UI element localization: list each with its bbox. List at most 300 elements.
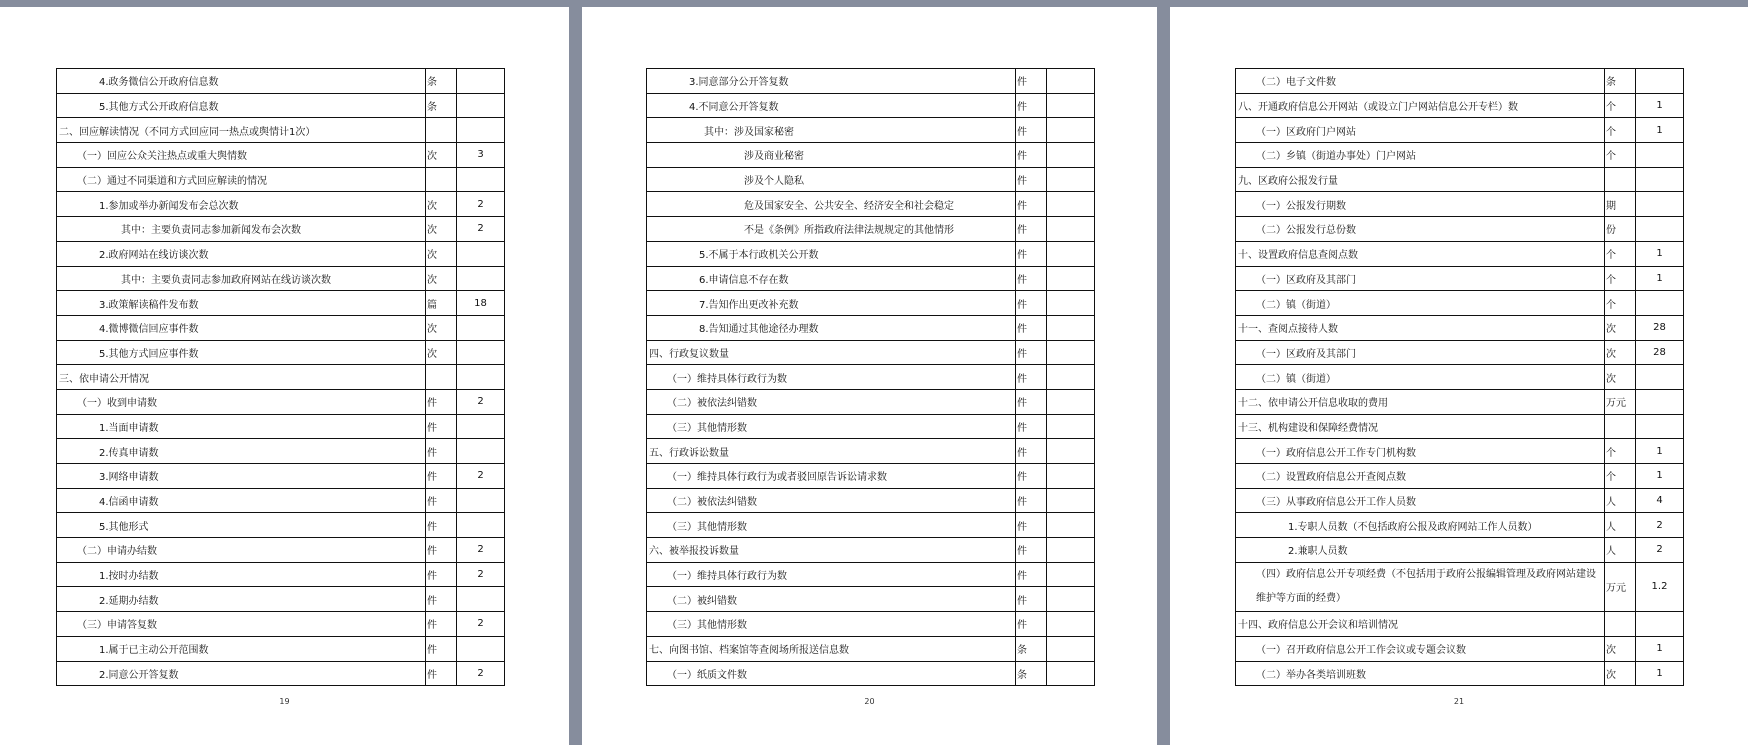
- value-cell: [1046, 538, 1095, 562]
- unit-cell: [425, 118, 456, 142]
- item-label: 涉及商业秘密: [646, 143, 1015, 167]
- value-cell: 2: [456, 563, 505, 587]
- value-cell: 2: [456, 464, 505, 488]
- unit-cell: [425, 168, 456, 192]
- value-cell: 2: [456, 217, 505, 241]
- table-row: [56, 143, 505, 168]
- unit-cell: 件: [1015, 316, 1046, 340]
- item-label: （四）政府信息公开专项经费（不包括用于政府公报编辑管理及政府网站建设维护等方面的经费）: [1235, 563, 1604, 611]
- unit-cell: 件: [425, 662, 456, 686]
- table-row: [56, 439, 505, 464]
- item-label: （二）被纠错数: [646, 587, 1015, 611]
- item-label: （三）从事政府信息公开工作人员数: [1235, 489, 1604, 513]
- table-row: [1235, 612, 1684, 637]
- item-label: 四、行政复议数量: [646, 341, 1015, 365]
- value-cell: [1046, 563, 1095, 587]
- table-row: [1235, 316, 1684, 341]
- value-cell: [1046, 291, 1095, 315]
- table-row: [56, 316, 505, 341]
- value-cell: [456, 489, 505, 513]
- value-cell: [1635, 69, 1684, 93]
- table-row: [646, 390, 1095, 415]
- item-label: 十一、查阅点接待人数: [1235, 316, 1604, 340]
- unit-cell: 次: [1604, 316, 1635, 340]
- table-row: [646, 612, 1095, 637]
- unit-cell: 件: [425, 637, 456, 661]
- item-label: 七、向图书馆、档案馆等查阅场所报送信息数: [646, 637, 1015, 661]
- table-row: [56, 513, 505, 538]
- item-label: 八、开通政府信息公开网站（或设立门户网站信息公开专栏）数: [1235, 94, 1604, 118]
- table-row: [56, 267, 505, 292]
- item-label: 3.网络申请数: [56, 464, 425, 488]
- value-cell: [456, 513, 505, 537]
- value-cell: [1046, 365, 1095, 389]
- value-cell: 4: [1635, 489, 1684, 513]
- item-label: 4.政务微信公开政府信息数: [56, 69, 425, 93]
- unit-cell: 件: [425, 563, 456, 587]
- item-label: （一）政府信息公开工作专门机构数: [1235, 439, 1604, 463]
- item-label: （一）区政府及其部门: [1235, 267, 1604, 291]
- item-label: （一）维持具体行政行为数: [646, 563, 1015, 587]
- table-row: [646, 662, 1095, 687]
- value-cell: [1635, 415, 1684, 439]
- table-row: [56, 365, 505, 390]
- unit-cell: 个: [1604, 464, 1635, 488]
- item-label: 1.属于已主动公开范围数: [56, 637, 425, 661]
- unit-cell: 个: [1604, 242, 1635, 266]
- item-label: 十四、政府信息公开会议和培训情况: [1235, 612, 1604, 636]
- unit-cell: 次: [425, 341, 456, 365]
- unit-cell: 件: [1015, 513, 1046, 537]
- unit-cell: 个: [1604, 267, 1635, 291]
- table-row: [1235, 192, 1684, 217]
- value-cell: [456, 587, 505, 611]
- value-cell: 1.2: [1635, 563, 1684, 611]
- unit-cell: 件: [1015, 365, 1046, 389]
- item-label: （三）申请答复数: [56, 612, 425, 636]
- value-cell: 1: [1635, 94, 1684, 118]
- unit-cell: 万元: [1604, 390, 1635, 414]
- value-cell: [1046, 637, 1095, 661]
- unit-cell: 件: [425, 538, 456, 562]
- unit-cell: [1604, 168, 1635, 192]
- table-row: [1235, 489, 1684, 514]
- item-label: 8.告知通过其他途径办理数: [646, 316, 1015, 340]
- table-row: [1235, 118, 1684, 143]
- item-label: （二）镇（街道）: [1235, 365, 1604, 389]
- page-21: [1170, 7, 1748, 745]
- value-cell: [1046, 513, 1095, 537]
- item-label: 2.延期办结数: [56, 587, 425, 611]
- table-row: [1235, 439, 1684, 464]
- unit-cell: 次: [1604, 662, 1635, 686]
- unit-cell: 篇: [425, 291, 456, 315]
- item-label: 4.信函申请数: [56, 489, 425, 513]
- table-row: [1235, 563, 1684, 612]
- table-row: [56, 118, 505, 143]
- table-row: [646, 464, 1095, 489]
- item-label: （二）乡镇（街道办事处）门户网站: [1235, 143, 1604, 167]
- value-cell: 2: [456, 390, 505, 414]
- value-cell: [1635, 217, 1684, 241]
- value-cell: [456, 118, 505, 142]
- unit-cell: 件: [1015, 464, 1046, 488]
- unit-cell: 件: [1015, 143, 1046, 167]
- table-row: [1235, 662, 1684, 687]
- table-row: [1235, 637, 1684, 662]
- item-label: 5.其他方式回应事件数: [56, 341, 425, 365]
- item-label: 1.按时办结数: [56, 563, 425, 587]
- value-cell: [1046, 316, 1095, 340]
- table-row: [646, 168, 1095, 193]
- table-row: [56, 489, 505, 514]
- value-cell: [1046, 464, 1095, 488]
- value-cell: [1046, 587, 1095, 611]
- item-label: 2.兼职人员数: [1235, 538, 1604, 562]
- unit-cell: 个: [1604, 143, 1635, 167]
- value-cell: [1046, 69, 1095, 93]
- unit-cell: 条: [1015, 662, 1046, 686]
- unit-cell: 件: [1015, 168, 1046, 192]
- item-label: （二）申请办结数: [56, 538, 425, 562]
- value-cell: 1: [1635, 118, 1684, 142]
- value-cell: 2: [1635, 513, 1684, 537]
- unit-cell: 条: [1015, 637, 1046, 661]
- unit-cell: 次: [425, 242, 456, 266]
- table-row: [56, 217, 505, 242]
- value-cell: [456, 168, 505, 192]
- value-cell: [1046, 267, 1095, 291]
- item-label: 危及国家安全、公共安全、经济安全和社会稳定: [646, 192, 1015, 216]
- value-cell: [1635, 390, 1684, 414]
- unit-cell: 件: [1015, 217, 1046, 241]
- unit-cell: 件: [1015, 69, 1046, 93]
- value-cell: [1635, 612, 1684, 636]
- item-label: 其中：主要负责同志参加政府网站在线访谈次数: [56, 267, 425, 291]
- table-row: [56, 242, 505, 267]
- statistics-table: [646, 68, 1095, 686]
- table-row: [646, 439, 1095, 464]
- value-cell: 1: [1635, 267, 1684, 291]
- item-label: 九、区政府公报发行量: [1235, 168, 1604, 192]
- value-cell: [1046, 489, 1095, 513]
- unit-cell: 件: [1015, 415, 1046, 439]
- value-cell: [1046, 341, 1095, 365]
- value-cell: [1635, 291, 1684, 315]
- value-cell: [1046, 192, 1095, 216]
- table-row: [1235, 415, 1684, 440]
- unit-cell: [425, 365, 456, 389]
- value-cell: 18: [456, 291, 505, 315]
- item-label: 涉及个人隐私: [646, 168, 1015, 192]
- unit-cell: 次: [425, 217, 456, 241]
- value-cell: [1046, 94, 1095, 118]
- item-label: 2.同意公开答复数: [56, 662, 425, 686]
- item-label: （一）维持具体行政行为或者驳回原告诉讼请求数: [646, 464, 1015, 488]
- table-row: [1235, 94, 1684, 119]
- table-row: [1235, 168, 1684, 193]
- value-cell: [1046, 217, 1095, 241]
- unit-cell: 次: [425, 143, 456, 167]
- value-cell: [1046, 143, 1095, 167]
- value-cell: 1: [1635, 464, 1684, 488]
- value-cell: [1046, 168, 1095, 192]
- unit-cell: 件: [1015, 118, 1046, 142]
- value-cell: [1046, 118, 1095, 142]
- unit-cell: 件: [425, 439, 456, 463]
- value-cell: [1635, 168, 1684, 192]
- table-row: [646, 143, 1095, 168]
- table-row: [56, 538, 505, 563]
- item-label: 五、行政诉讼数量: [646, 439, 1015, 463]
- value-cell: [1635, 143, 1684, 167]
- table-row: [56, 168, 505, 193]
- table-row: [1235, 513, 1684, 538]
- unit-cell: [1604, 415, 1635, 439]
- unit-cell: 人: [1604, 513, 1635, 537]
- item-label: （二）通过不同渠道和方式回应解读的情况: [56, 168, 425, 192]
- table-row: [56, 415, 505, 440]
- item-label: 十三、机构建设和保障经费情况: [1235, 415, 1604, 439]
- item-label: 4.不同意公开答复数: [646, 94, 1015, 118]
- table-row: [646, 513, 1095, 538]
- page-19: [0, 7, 569, 745]
- unit-cell: 件: [425, 587, 456, 611]
- value-cell: 2: [456, 538, 505, 562]
- table-row: [646, 587, 1095, 612]
- item-label: 2.传真申请数: [56, 439, 425, 463]
- table-row: [646, 538, 1095, 563]
- table-row: [56, 390, 505, 415]
- item-label: 6.申请信息不存在数: [646, 267, 1015, 291]
- item-label: （一）收到申请数: [56, 390, 425, 414]
- table-row: [646, 242, 1095, 267]
- item-label: （三）其他情形数: [646, 415, 1015, 439]
- item-label: 二、回应解读情况（不同方式回应同一热点或舆情计1次）: [56, 118, 425, 142]
- page-number: 19: [279, 697, 290, 706]
- unit-cell: 个: [1604, 94, 1635, 118]
- value-cell: [1046, 415, 1095, 439]
- unit-cell: 期: [1604, 192, 1635, 216]
- value-cell: [456, 267, 505, 291]
- value-cell: 2: [1635, 538, 1684, 562]
- unit-cell: 件: [1015, 439, 1046, 463]
- table-row: [56, 637, 505, 662]
- unit-cell: 件: [425, 390, 456, 414]
- unit-cell: 件: [1015, 341, 1046, 365]
- item-label: 3.政策解读稿件发布数: [56, 291, 425, 315]
- unit-cell: 次: [425, 316, 456, 340]
- value-cell: 2: [456, 662, 505, 686]
- table-row: [646, 316, 1095, 341]
- table-row: [646, 192, 1095, 217]
- unit-cell: 个: [1604, 291, 1635, 315]
- value-cell: 1: [1635, 242, 1684, 266]
- table-row: [1235, 390, 1684, 415]
- item-label: （一）纸质文件数: [646, 662, 1015, 686]
- unit-cell: 条: [425, 69, 456, 93]
- item-label: 7.告知作出更改补充数: [646, 291, 1015, 315]
- item-label: （二）电子文件数: [1235, 69, 1604, 93]
- table-row: [646, 365, 1095, 390]
- item-label: （二）被依法纠错数: [646, 390, 1015, 414]
- unit-cell: 件: [1015, 538, 1046, 562]
- value-cell: [1046, 662, 1095, 686]
- item-label: （一）公报发行期数: [1235, 192, 1604, 216]
- value-cell: 3: [456, 143, 505, 167]
- table-row: [56, 612, 505, 637]
- table-row: [56, 662, 505, 687]
- value-cell: [456, 415, 505, 439]
- item-label: 4.微博微信回应事件数: [56, 316, 425, 340]
- item-label: （一）区政府及其部门: [1235, 341, 1604, 365]
- unit-cell: 次: [425, 267, 456, 291]
- item-label: 1.参加或举办新闻发布会总次数: [56, 192, 425, 216]
- statistics-table: [56, 68, 505, 686]
- unit-cell: 件: [1015, 390, 1046, 414]
- item-label: 3.同意部分公开答复数: [646, 69, 1015, 93]
- unit-cell: 次: [425, 192, 456, 216]
- table-row: [56, 192, 505, 217]
- unit-cell: 件: [425, 513, 456, 537]
- item-label: 1.当面申请数: [56, 415, 425, 439]
- page-number: 21: [1453, 697, 1465, 706]
- unit-cell: 条: [1604, 69, 1635, 93]
- item-label: 不是《条例》所指政府法律法规规定的其他情形: [646, 217, 1015, 241]
- unit-cell: 件: [1015, 563, 1046, 587]
- table-row: [646, 637, 1095, 662]
- unit-cell: 件: [425, 612, 456, 636]
- table-row: [56, 94, 505, 119]
- table-row: [1235, 217, 1684, 242]
- item-label: 三、依申请公开情况: [56, 365, 425, 389]
- table-row: [1235, 341, 1684, 366]
- item-label: （一）维持具体行政行为数: [646, 365, 1015, 389]
- value-cell: [456, 94, 505, 118]
- table-row: [646, 489, 1095, 514]
- table-row: [646, 217, 1095, 242]
- unit-cell: 个: [1604, 439, 1635, 463]
- table-row: [56, 291, 505, 316]
- table-row: [1235, 267, 1684, 292]
- page-number: 20: [864, 697, 875, 706]
- unit-cell: 件: [1015, 587, 1046, 611]
- table-row: [1235, 464, 1684, 489]
- value-cell: [456, 365, 505, 389]
- item-label: （一）召开政府信息公开工作会议或专题会议数: [1235, 637, 1604, 661]
- unit-cell: 件: [1015, 267, 1046, 291]
- item-label: （三）其他情形数: [646, 513, 1015, 537]
- table-row: [646, 69, 1095, 94]
- table-row: [646, 118, 1095, 143]
- item-label: （二）举办各类培训班数: [1235, 662, 1604, 686]
- value-cell: [1046, 390, 1095, 414]
- item-label: 其中：主要负责同志参加新闻发布会次数: [56, 217, 425, 241]
- item-label: 十二、依申请公开信息收取的费用: [1235, 390, 1604, 414]
- unit-cell: [1604, 612, 1635, 636]
- value-cell: 28: [1635, 341, 1684, 365]
- item-label: 其中：涉及国家秘密: [646, 118, 1015, 142]
- unit-cell: 份: [1604, 217, 1635, 241]
- table-row: [646, 341, 1095, 366]
- table-row: [1235, 69, 1684, 94]
- table-row: [56, 587, 505, 612]
- table-row: [646, 415, 1095, 440]
- unit-cell: 件: [1015, 242, 1046, 266]
- item-label: （二）被依法纠错数: [646, 489, 1015, 513]
- unit-cell: 人: [1604, 489, 1635, 513]
- value-cell: [1635, 192, 1684, 216]
- value-cell: 2: [456, 192, 505, 216]
- unit-cell: 次: [1604, 365, 1635, 389]
- table-row: [56, 563, 505, 588]
- value-cell: 2: [456, 612, 505, 636]
- unit-cell: 个: [1604, 118, 1635, 142]
- item-label: 六、被举报投诉数量: [646, 538, 1015, 562]
- item-label: 5.其他方式公开政府信息数: [56, 94, 425, 118]
- table-row: [56, 464, 505, 489]
- table-row: [646, 563, 1095, 588]
- table-row: [56, 69, 505, 94]
- item-label: 5.不属于本行政机关公开数: [646, 242, 1015, 266]
- value-cell: 28: [1635, 316, 1684, 340]
- value-cell: 1: [1635, 439, 1684, 463]
- unit-cell: 次: [1604, 637, 1635, 661]
- table-row: [1235, 242, 1684, 267]
- value-cell: [456, 316, 505, 340]
- table-row: [646, 291, 1095, 316]
- statistics-table: [1235, 68, 1684, 686]
- table-row: [1235, 538, 1684, 563]
- unit-cell: 件: [1015, 291, 1046, 315]
- value-cell: [1046, 439, 1095, 463]
- unit-cell: 件: [425, 464, 456, 488]
- value-cell: [456, 439, 505, 463]
- table-row: [646, 267, 1095, 292]
- item-label: 1.专职人员数（不包括政府公报及政府网站工作人员数）: [1235, 513, 1604, 537]
- table-row: [646, 94, 1095, 119]
- value-cell: [1635, 365, 1684, 389]
- table-row: [1235, 143, 1684, 168]
- table-row: [56, 341, 505, 366]
- unit-cell: 人: [1604, 538, 1635, 562]
- value-cell: 1: [1635, 637, 1684, 661]
- value-cell: [1046, 612, 1095, 636]
- item-label: （二）设置政府信息公开查阅点数: [1235, 464, 1604, 488]
- page-20: [582, 7, 1157, 745]
- item-label: （一）区政府门户网站: [1235, 118, 1604, 142]
- value-cell: [456, 637, 505, 661]
- value-cell: 1: [1635, 662, 1684, 686]
- item-label: 十、设置政府信息查阅点数: [1235, 242, 1604, 266]
- item-label: （二）公报发行总份数: [1235, 217, 1604, 241]
- unit-cell: 次: [1604, 341, 1635, 365]
- unit-cell: 件: [1015, 612, 1046, 636]
- value-cell: [456, 69, 505, 93]
- unit-cell: 件: [1015, 192, 1046, 216]
- item-label: （三）其他情形数: [646, 612, 1015, 636]
- item-label: （二）镇（街道）: [1235, 291, 1604, 315]
- unit-cell: 件: [425, 415, 456, 439]
- item-label: 5.其他形式: [56, 513, 425, 537]
- value-cell: [456, 341, 505, 365]
- unit-cell: 条: [425, 94, 456, 118]
- item-label: （一）回应公众关注热点或重大舆情数: [56, 143, 425, 167]
- value-cell: [1046, 242, 1095, 266]
- value-cell: [456, 242, 505, 266]
- table-row: [1235, 365, 1684, 390]
- unit-cell: 件: [425, 489, 456, 513]
